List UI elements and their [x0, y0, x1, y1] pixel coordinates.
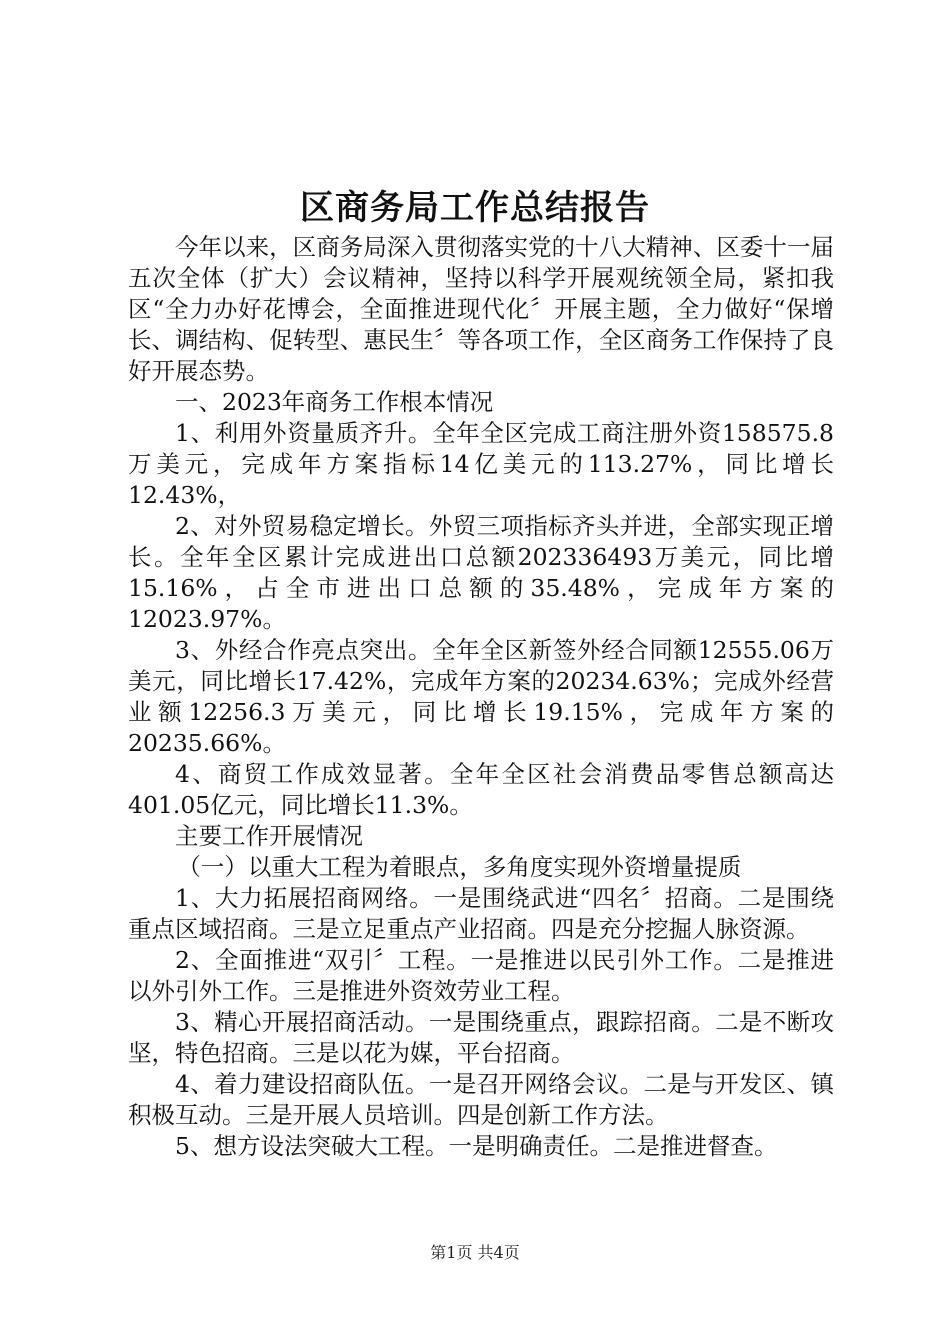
intro-paragraph: 今年以来，区商务局深入贯彻落实党的十八大精神、区委十一届五次全体（扩大）会议精神，坚持以科学开展观统领全局，紧扣我区“全力办好花博会，全面推进现代化〞开展主题，全力做好“保增长、调结构、促转型、惠民生〞等各项工作，全区商务工作保持了良好开展态势。: [128, 233, 834, 385]
paragraph-investment-activities: 3、精心开展招商活动。一是围绕重点，跟踪招商。二是不断攻坚，特色招商。三是以花为媒，平台招商。: [128, 1008, 834, 1067]
paragraph-dual-introduction: 2、全面推进“双引〞工程。一是推进以民引外工作。二是推进以外引外工作。三是推进外资效劳业工程。: [128, 946, 834, 1005]
document-title: 区商务局工作总结报告: [300, 188, 650, 228]
paragraph-major-projects: 5、想方设法突破大工程。一是明确责任。二是推进督查。: [175, 1132, 778, 1160]
section-heading-main-work: 主要工作开展情况: [175, 822, 363, 850]
section-heading-basic-situation: 一、2023年商务工作根本情况: [175, 388, 494, 416]
paragraph-economic-cooperation: 3、外经合作亮点突出。全年全区新签外经合同额12555.06万美元，同比增长17.42%，完成年方案的20234.63%；完成外经营业额12256.3万美元，同比增长19.15%，完成年方案的20235.66%。: [128, 636, 834, 757]
document-body: [128, 232, 834, 1162]
paragraph-commerce: 4、商贸工作成效显著。全年全区社会消费品零售总额高达401.05亿元，同比增长11.3%。: [128, 760, 834, 819]
paragraph-investment-team: 4、着力建设招商队伍。一是召开网络会议。二是与开发区、镇积极互动。三是开展人员培训。四是创新工作方法。: [128, 1070, 834, 1129]
paragraph-foreign-trade: 2、对外贸易稳定增长。外贸三项指标齐头并进，全部实现正增长。全年全区累计完成进出口总额202336493万美元，同比增15.16%，占全市进出口总额的35.48%，完成年方案的12023.97%。: [128, 512, 834, 633]
paragraph-foreign-investment: 1、利用外资量质齐升。全年全区完成工商注册外资158575.8万美元，完成年方案指标14亿美元的113.27%，同比增长12.43%，: [128, 419, 834, 509]
page-footer: 第1页 共4页: [430, 1243, 520, 1262]
subsection-heading-major-projects: （一）以重大工程为着眼点，多角度实现外资增量提质: [177, 853, 742, 881]
paragraph-investment-network: 1、大力拓展招商网络。一是围绕武进“四名〞招商。二是围绕重点区域招商。三是立足重点产业招商。四是充分挖掘人脉资源。: [128, 884, 834, 943]
